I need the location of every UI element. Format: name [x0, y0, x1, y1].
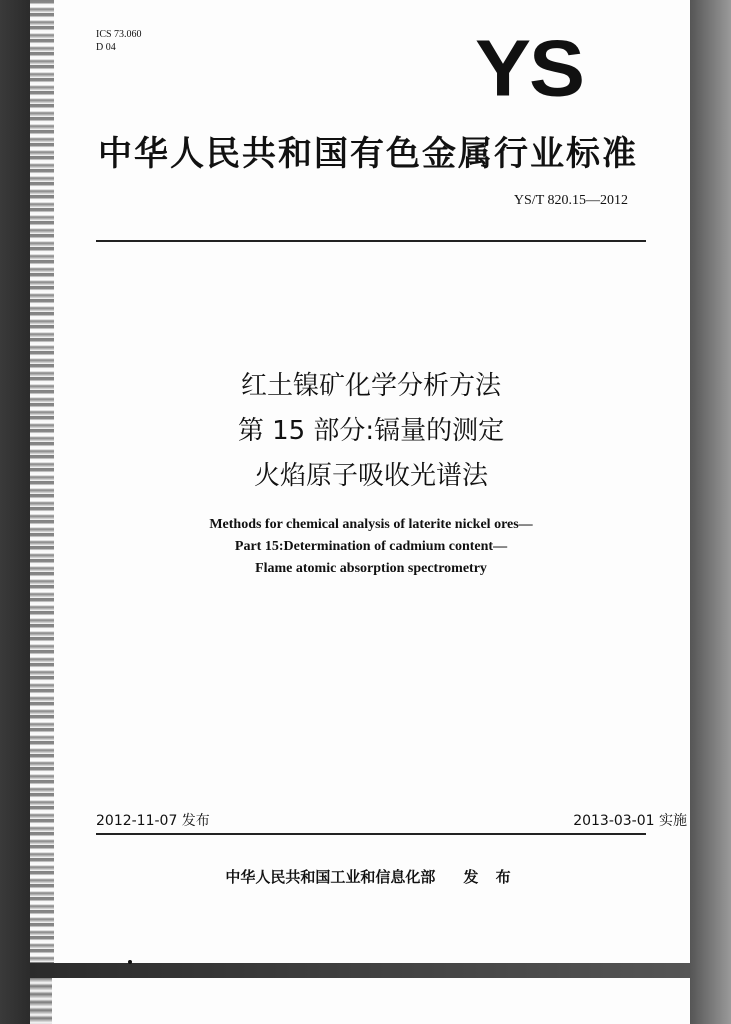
footer-divider [96, 833, 646, 835]
classification-codes [96, 28, 142, 54]
issuer-line [96, 866, 646, 887]
next-document-page [30, 978, 690, 1024]
standard-number: YS/T 820.15—2012 [513, 193, 628, 208]
chinese-title [96, 364, 646, 499]
ccs-code: D 04 [96, 42, 116, 53]
english-title-line: Part 15:Determination of cadmium content— [234, 539, 508, 554]
header-divider [96, 240, 646, 242]
issuer-name: 中华人民共和国工业和信息化部 [225, 868, 436, 886]
scan-edge-next [30, 978, 52, 1024]
issuer-verb: 发 布 [463, 868, 517, 886]
ys-logo: YS [475, 23, 584, 113]
scan-speck [128, 960, 132, 964]
scan-edge [30, 0, 54, 963]
issue-date: 2012-11-07 发布 [96, 813, 210, 829]
english-title-line: Flame atomic absorption spectrometry [255, 561, 487, 576]
chinese-title-line: 红土镍矿化学分析方法 [240, 371, 501, 401]
ics-code: ICS 73.060 [96, 29, 142, 40]
implementation-date: 2013-03-01 实施 [573, 813, 687, 829]
chinese-title-line: 第 15 部分:镉量的测定 [237, 416, 505, 446]
chinese-title-line: 火焰原子吸收光谱法 [253, 461, 488, 491]
english-title-line: Methods for chemical analysis of laterite nickel ores— [209, 517, 533, 532]
industry-standard-title: 中华人民共和国有色金属行业标准 [98, 134, 638, 174]
english-title [96, 514, 646, 580]
